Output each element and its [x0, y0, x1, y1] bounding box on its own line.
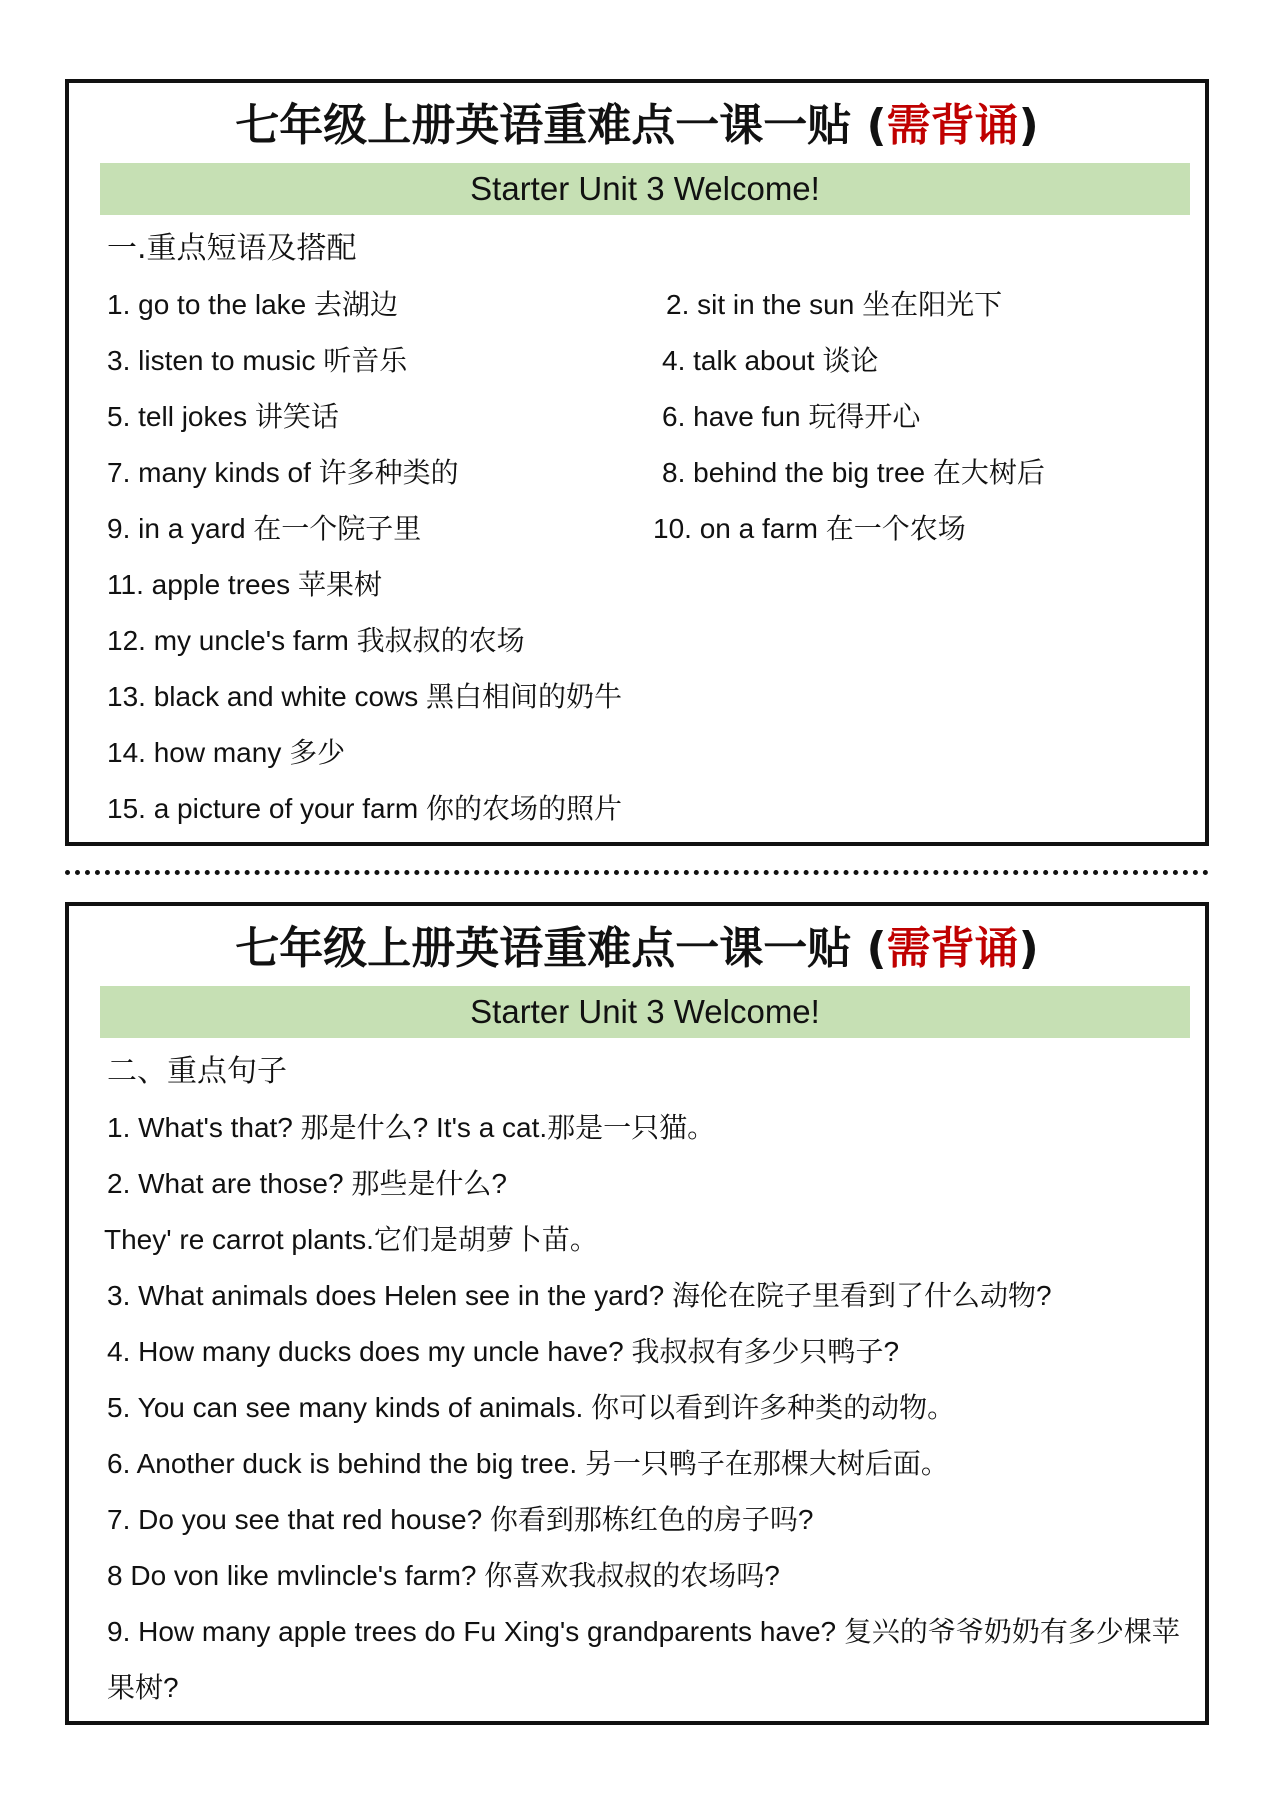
section-heading: 一.重点短语及搭配 [107, 231, 357, 266]
list-item: 10. on a farm 在一个农场 [653, 513, 966, 544]
list-item: 7. many kinds of 许多种类的 [107, 457, 459, 488]
list-item: 5. You can see many kinds of animals. 你可以看到许多种类的动物。 [107, 1392, 956, 1423]
sentences-card [65, 902, 1209, 1725]
title-main: 七年级上册英语重难点一课一贴 ( [235, 923, 887, 974]
list-item: 11. apple trees 苹果树 [107, 569, 382, 600]
section-heading: 二、重点句子 [107, 1054, 287, 1089]
sentence-list [69, 906, 1205, 1721]
list-item: 2. What are those? 那些是什么? [107, 1168, 507, 1199]
list-item: 15. a picture of your farm 你的农场的照片 [107, 793, 623, 824]
title-end: ) [1018, 923, 1039, 974]
list-item: 3. listen to music 听音乐 [107, 345, 408, 376]
list-item: 9. in a yard 在一个院子里 [107, 513, 422, 544]
list-item: 4. How many ducks does my uncle have? 我叔叔有多少只鸭子? [107, 1336, 900, 1367]
list-item: 12. my uncle's farm 我叔叔的农场 [107, 625, 525, 656]
phrases-card [65, 79, 1209, 846]
title-accent: 需背诵 [886, 923, 1019, 974]
dotted-divider [65, 870, 1209, 875]
list-item: 9. How many apple trees do Fu Xing's grandparents have? 复兴的爷爷奶奶有多少棵苹果树? [107, 1616, 1180, 1703]
title-end: ) [1018, 100, 1039, 151]
list-item: 14. how many 多少 [107, 737, 346, 768]
list-item: 1. What's that? 那是什么? It's a cat.那是一只猫。 [107, 1112, 716, 1143]
list-item: 6. have fun 玩得开心 [662, 401, 921, 432]
list-item: 1. go to the lake 去湖边 [107, 289, 399, 320]
list-item: 8. behind the big tree 在大树后 [662, 457, 1045, 488]
list-item: 5. tell jokes 讲笑话 [107, 401, 339, 432]
unit-banner: Starter Unit 3 Welcome! [100, 163, 1190, 215]
unit-banner: Starter Unit 3 Welcome! [100, 986, 1190, 1038]
list-item: 6. Another duck is behind the big tree. 另一只鸭子在那棵大树后面。 [107, 1448, 949, 1479]
list-item: 7. Do you see that red house? 你看到那栋红色的房子吗? [107, 1504, 814, 1535]
list-item: 2. sit in the sun 坐在阳光下 [666, 289, 1003, 320]
list-item: 8 Do von like mvlincle's farm? 你喜欢我叔叔的农场吗? [107, 1560, 780, 1591]
phrase-list [69, 83, 1205, 842]
list-item: They' re carrot plants.它们是胡萝卜苗。 [104, 1224, 598, 1255]
list-item: 3. What animals does Helen see in the yard? 海伦在院子里看到了什么动物? [107, 1280, 1052, 1311]
title-accent: 需背诵 [886, 100, 1019, 151]
list-item: 4. talk about 谈论 [662, 345, 879, 376]
list-item: 13. black and white cows 黑白相间的奶牛 [107, 681, 623, 712]
title-main: 七年级上册英语重难点一课一贴 ( [235, 100, 887, 151]
